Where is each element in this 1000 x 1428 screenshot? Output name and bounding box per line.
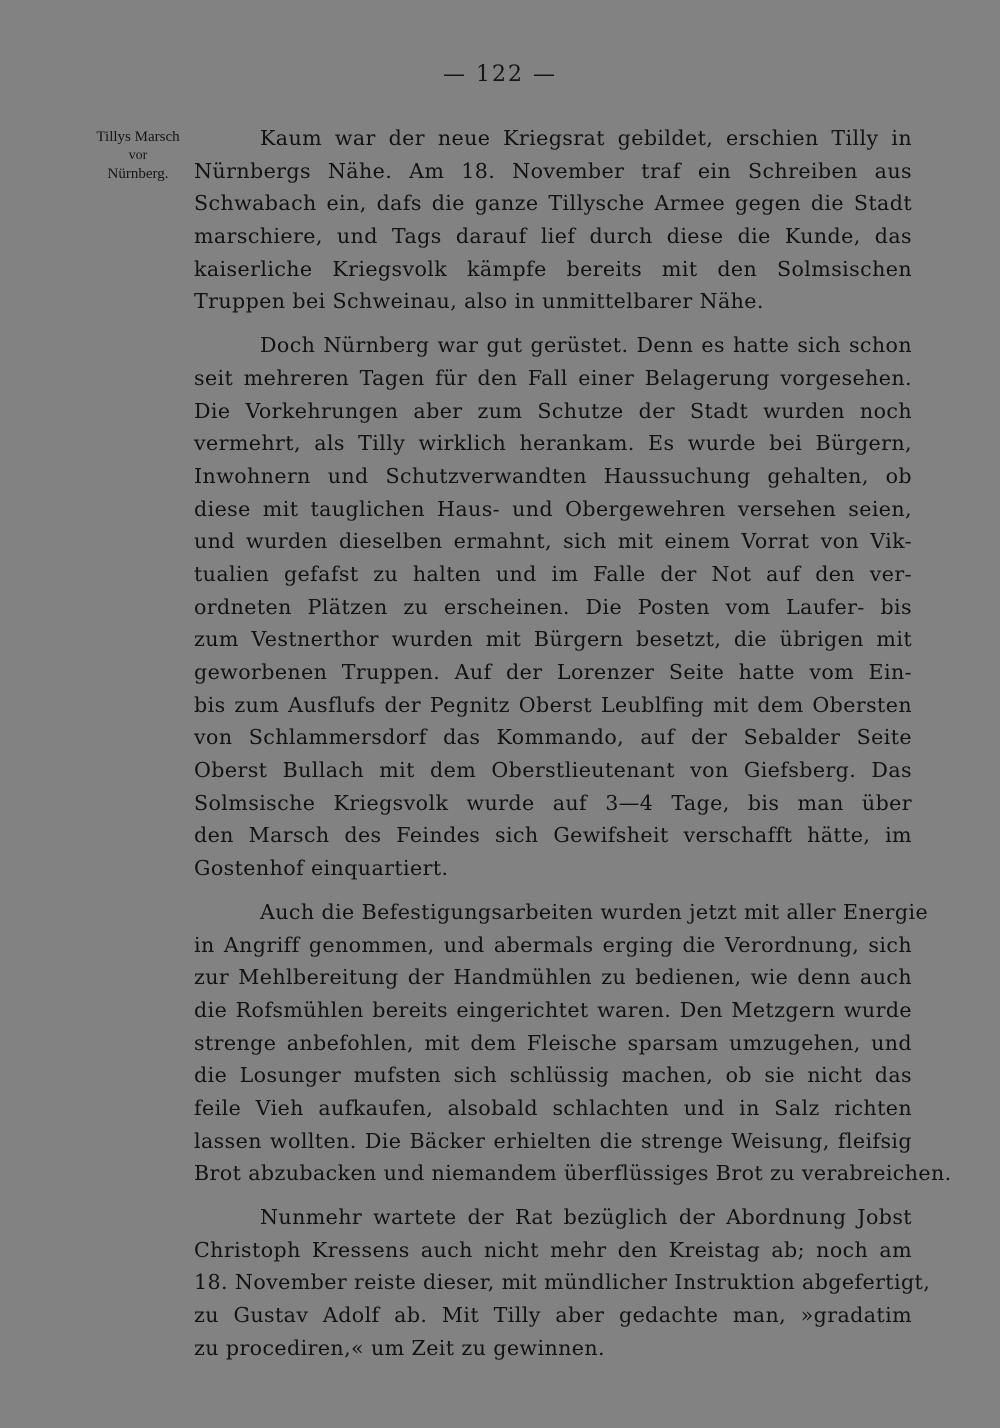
text-line: Solmsische Kriegsvolk wurde auf 3—4 Tage, bis man über — [194, 790, 912, 815]
text-line: Oberst Bullach mit dem Oberstlieutenant von Giefsberg. Das — [194, 758, 912, 783]
marginal-note — [76, 127, 200, 185]
text-line: Christoph Kressens auch nicht mehr den Kreistag ab; noch am — [194, 1237, 912, 1262]
text-line: und wurden dieselben ermahnt, sich mit einem Vorrat von Vik- — [194, 529, 912, 554]
paragraph-gap — [194, 318, 912, 329]
text-line: ordneten Plätzen zu erscheinen. Die Posten vom Laufer- bis — [194, 594, 912, 619]
text-line: die Losunger mufsten sich schlüssig machen, ob sie nicht das — [194, 1063, 912, 1088]
text-line: den Marsch des Feindes sich Gewifsheit verschafft hätte, im — [194, 823, 912, 848]
paragraph — [194, 329, 912, 885]
text-line: von Schlammersdorf das Kommando, auf der Sebalder Seite — [194, 725, 912, 750]
text-line: Nunmehr wartete der Rat bezüglich der Abordnung Jobst — [260, 1205, 912, 1229]
text-line: Doch Nürnberg war gut gerüstet. Denn es hatte sich schon — [260, 333, 912, 358]
text-line: zu Gustav Adolf ab. Mit Tilly aber gedachte man, »gradatim — [194, 1303, 912, 1328]
text-line: Brot abzubacken und niemandem überflüssiges Brot zu verabreichen. — [194, 1161, 952, 1186]
body-text — [194, 122, 952, 1364]
text-line: die Rofsmühlen bereits eingerichtet waren. Den Metzgern wurde — [194, 997, 912, 1022]
text-line: in Angriff genommen, und abermals erging die Verordnung, sich — [194, 932, 912, 957]
marginal-note-line: vor — [128, 148, 148, 163]
text-line: Nürnbergs Nähe. Am 18. November traf ein Schreiben aus — [194, 158, 912, 183]
text-line: zu procediren,« um Zeit zu gewinnen. — [194, 1335, 605, 1360]
text-line: feile Vieh aufkaufen, alsobald schlachten und in Salz richten — [194, 1095, 912, 1120]
text-line: zur Mehlbereitung der Handmühlen zu bedienen, wie denn auch — [194, 965, 912, 990]
text-line: Auch die Befestigungsarbeiten wurden jetzt mit aller Energie — [260, 899, 929, 924]
paragraph — [194, 896, 952, 1190]
paragraph-gap — [194, 1190, 912, 1201]
text-line: vermehrt, als Tilly wirklich herankam. Es wurde bei Bürgern, — [194, 431, 912, 456]
text-line: 18. November reiste dieser, mit mündlicher Instruktion abgefertigt, — [194, 1270, 931, 1295]
text-line: Gostenhof einquartiert. — [194, 856, 449, 881]
paragraph — [194, 1201, 931, 1364]
text-line: lassen wollten. Die Bäcker erhielten die strenge Weisung, fleifsig — [194, 1128, 912, 1153]
text-line: marschiere, und Tags darauf lief durch diese die Kunde, das — [194, 224, 912, 249]
marginal-note-line: Tillys Marsch — [96, 129, 180, 145]
text-line: diese mit tauglichen Haus- und Obergewehren versehen seien, — [194, 496, 912, 521]
text-line: Truppen bei Schweinau, also in unmittelbarer Nähe. — [194, 289, 764, 314]
text-line: Schwabach ein, dafs die ganze Tillysche Armee gegen die Stadt — [194, 191, 912, 216]
paragraph-gap — [194, 885, 912, 896]
text-line: kaiserliche Kriegsvolk kämpfe bereits mit den Solmsischen — [194, 256, 912, 281]
page-number: — 122 — — [443, 62, 557, 87]
paragraph — [194, 122, 912, 318]
text-line: Inwohnern und Schutzverwandten Haussuchung gehalten, ob — [194, 463, 912, 488]
text-line: seit mehreren Tagen für den Fall einer Belagerung vorgesehen. — [194, 365, 912, 390]
text-line: bis zum Ausflufs der Pegnitz Oberst Leublfing mit dem Obersten — [194, 692, 912, 717]
text-line: strenge anbefohlen, mit dem Fleische sparsam umzugehen, und — [194, 1030, 912, 1055]
text-line: geworbenen Truppen. Auf der Lorenzer Seite hatte vom Ein- — [194, 660, 912, 684]
text-line: Kaum war der neue Kriegsrat gebildet, erschien Tilly in — [260, 126, 912, 150]
text-line: Die Vorkehrungen aber zum Schutze der Stadt wurden noch — [194, 398, 912, 423]
marginal-note-line: Nürnberg. — [107, 166, 169, 182]
text-line: zum Vestnerthor wurden mit Bürgern besetzt, die übrigen mit — [194, 627, 912, 652]
text-line: tualien gefafst zu halten und im Falle der Not auf den ver- — [194, 561, 912, 586]
